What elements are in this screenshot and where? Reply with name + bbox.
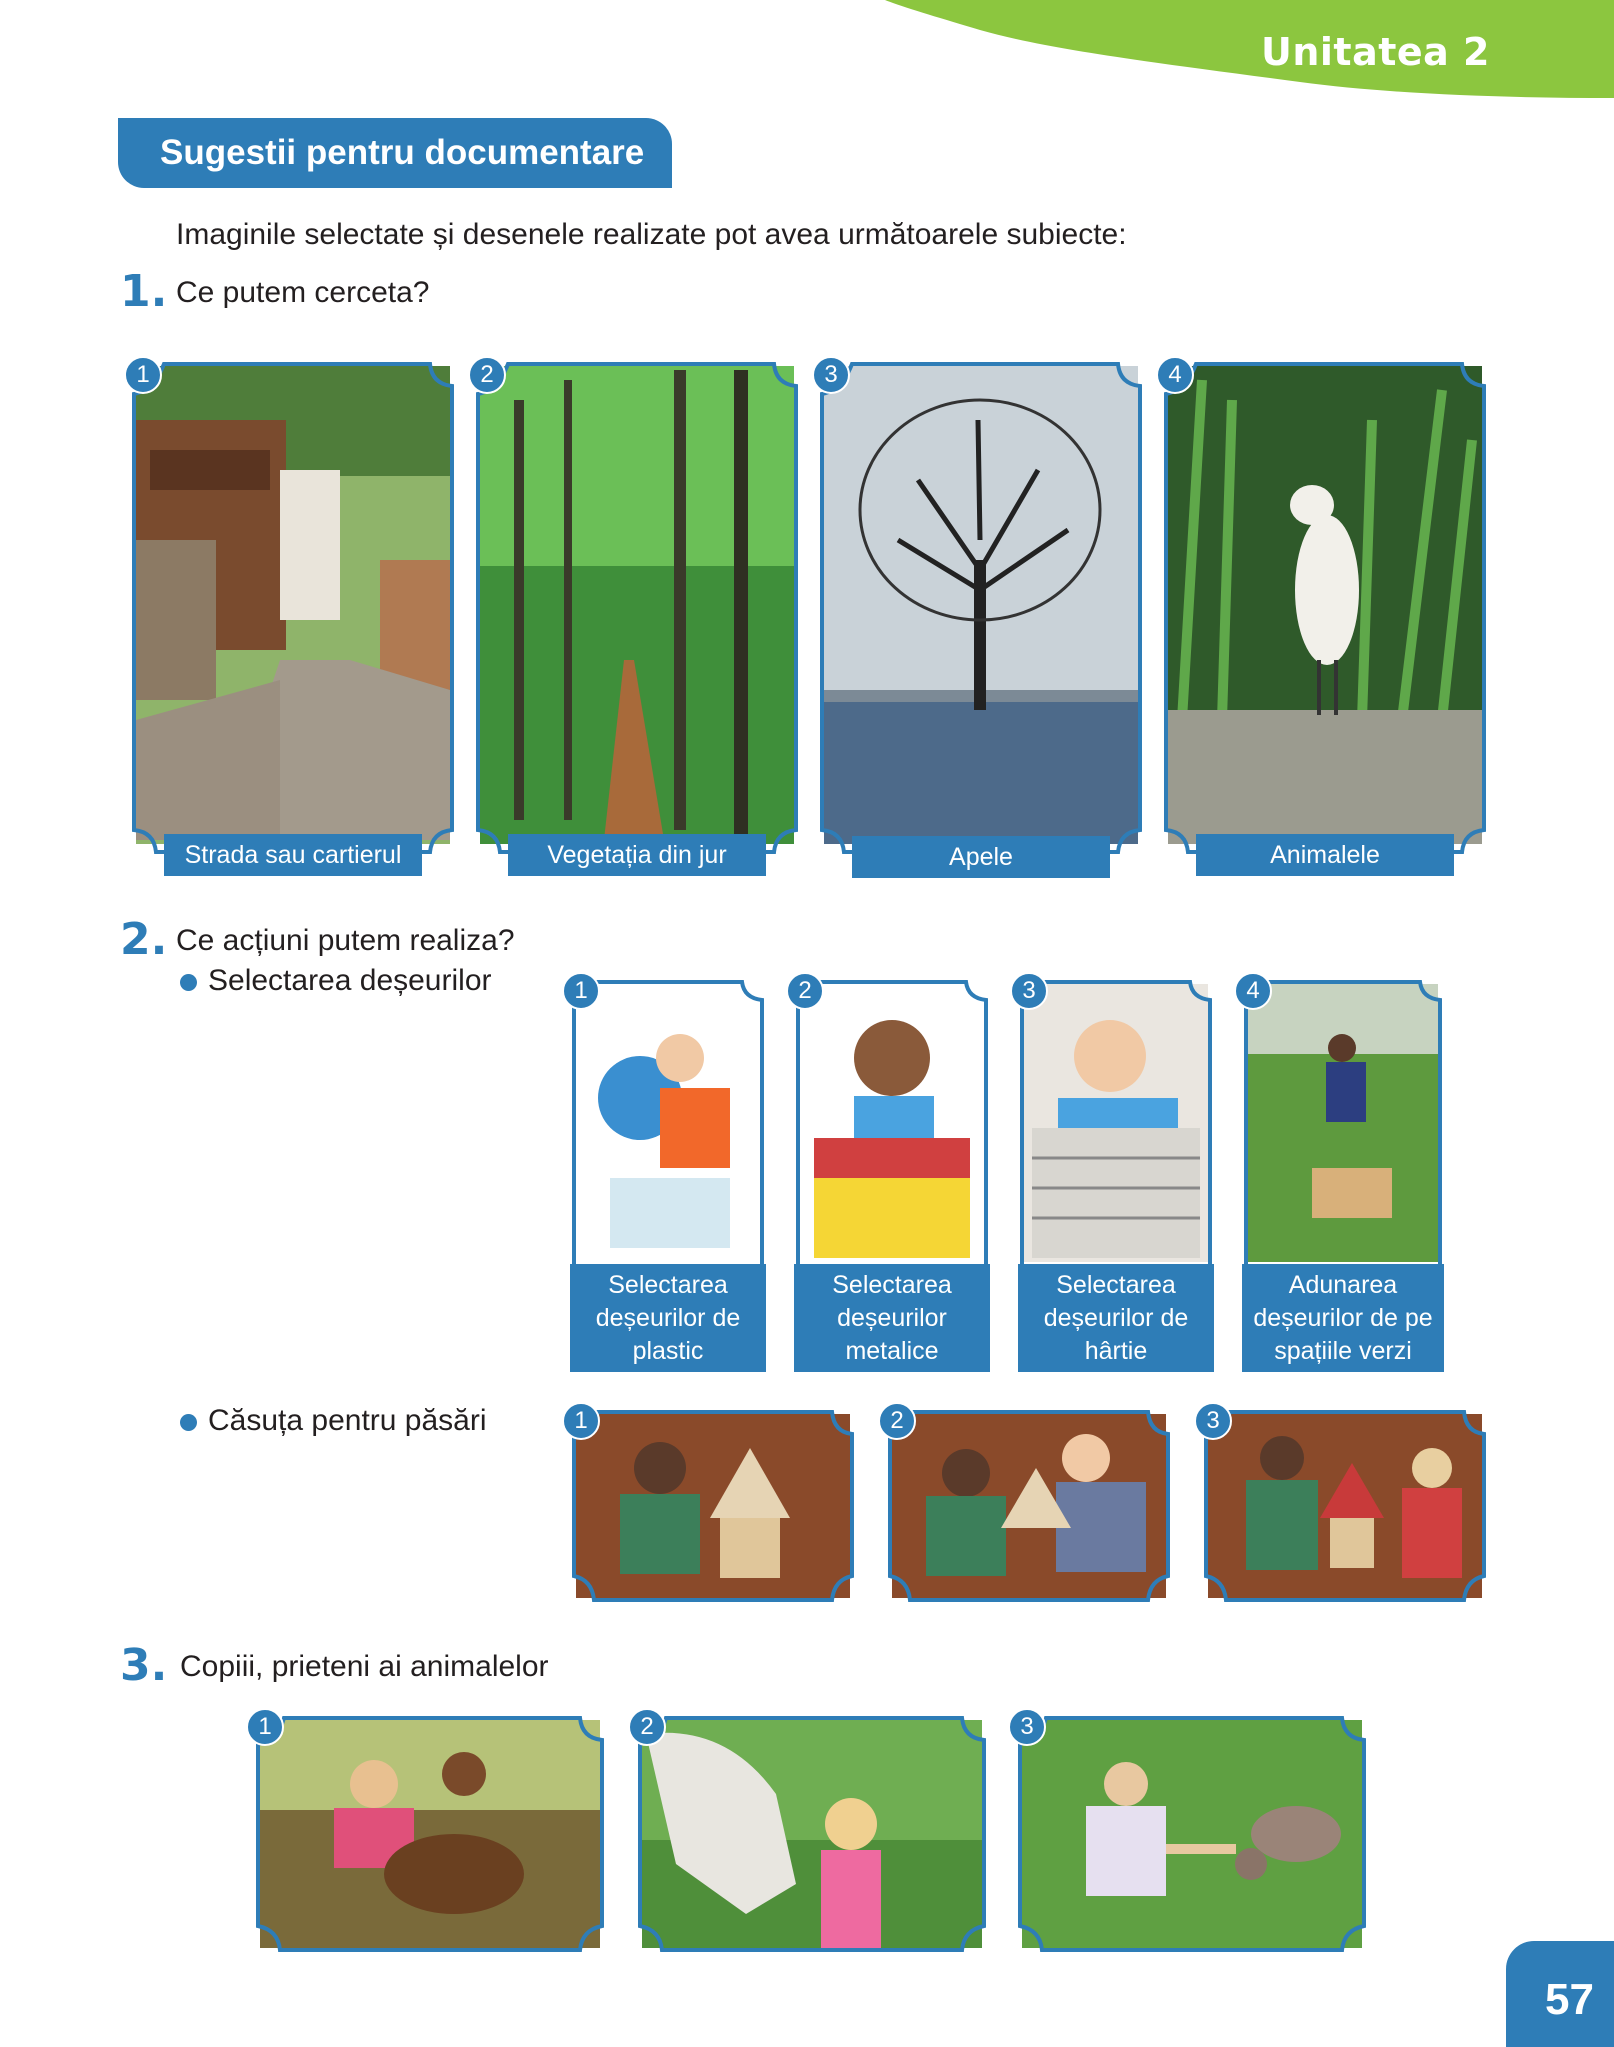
birdhouse-photo [1202,1408,1488,1604]
girl-horse-photo [636,1714,988,1954]
bullet-dot [180,1414,197,1431]
waste-card-metal [794,978,990,1372]
card-caption: Adunarea deșeurilor de pe spațiile verzi [1242,1264,1444,1372]
q1-card-street [130,360,456,880]
intro-text: Imaginile selectate și desenele realizate pot avea următoarele subiecte: [176,218,1127,251]
card-caption: Selectarea deșeurilor de plastic [570,1264,766,1372]
animals-card-3 [1016,1714,1368,1954]
question-3-number: 3. [120,1640,168,1691]
q1-card-water [818,360,1144,880]
bullet-waste-text: Selectarea deșeurilor [208,964,492,997]
animals-card-1 [254,1714,606,1954]
birdhouse-photo [570,1408,856,1604]
birdhouse-photo [886,1408,1172,1604]
question-1-number: 1. [120,266,168,317]
badge: 4 [1156,356,1194,394]
question-2-text: Ce acțiuni putem realiza? [176,924,515,957]
card-caption: Selectarea deșeurilor metalice [794,1264,990,1372]
green-space-photo [1242,978,1444,1268]
page-number: 57 [1545,1975,1594,2024]
badge: 3 [812,356,850,394]
badge: 3 [1194,1402,1232,1440]
egret-photo [1162,360,1488,880]
metal-photo [794,978,990,1268]
paper-photo [1018,978,1214,1268]
card-caption: Apele [852,836,1110,878]
bullet-dot [180,974,197,991]
card-caption: Strada sau cartierul [164,834,422,876]
bullet-birdhouse-text: Căsuța pentru păsări [208,1404,487,1437]
badge: 1 [246,1708,284,1746]
birdhouse-card-1 [570,1408,856,1604]
unit-label: Unitatea 2 [1261,30,1490,74]
question-2-number: 2. [120,914,168,965]
card-caption: Vegetația din jur [508,834,766,876]
badge: 1 [124,356,162,394]
q1-card-animals [1162,360,1488,880]
badge: 4 [1234,972,1272,1010]
badge: 2 [468,356,506,394]
card-caption: Animalele [1196,834,1454,876]
badge: 2 [786,972,824,1010]
birdhouse-card-2 [886,1408,1172,1604]
plastic-photo [570,978,766,1268]
waste-card-paper [1018,978,1214,1372]
waste-card-green [1242,978,1444,1372]
birdhouse-card-3 [1202,1408,1488,1604]
question-1-text: Ce putem cerceta? [176,276,430,309]
lake-tree-photo [818,360,1144,880]
animals-card-2 [636,1714,988,1954]
girl-goat-photo [1016,1714,1368,1954]
badge: 1 [562,972,600,1010]
street-photo [130,360,456,880]
girls-dog-photo [254,1714,606,1954]
badge: 2 [628,1708,666,1746]
section-title: Sugestii pentru documentare [160,133,645,172]
badge: 3 [1008,1708,1046,1746]
q1-card-vegetation [474,360,800,880]
forest-photo [474,360,800,880]
waste-card-plastic [570,978,766,1372]
badge: 3 [1010,972,1048,1010]
card-caption: Selectarea deșeurilor de hârtie [1018,1264,1214,1372]
question-3-text: Copiii, prieteni ai animalelor [180,1650,549,1683]
badge: 1 [562,1402,600,1440]
badge: 2 [878,1402,916,1440]
